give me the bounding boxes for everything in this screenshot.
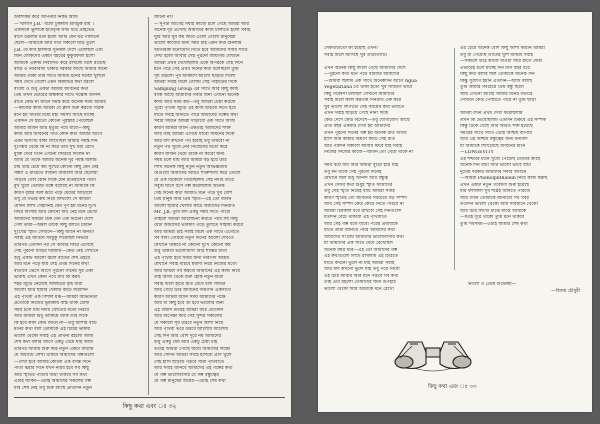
text-line: যার শেষ নেই তবু শুরু আছে প্রতিদিন নতুন bbox=[14, 385, 92, 391]
text-line: কাজ আর জীবনের গতি কোন কথা আমার আগে bbox=[14, 132, 103, 137]
text-line: কিছু গবেষণা চলছিল সেখানে আমাদের bbox=[324, 91, 395, 97]
text-line: কিন্তু সুযোগ হয়নি এতদিন—আজ বলছি bbox=[460, 78, 533, 84]
text-line: বাসে উঠলাম মনে হলো আমি যেন ঘর পালানো bbox=[14, 34, 100, 40]
text-line: আর এখনো আছো আমার মনের গভীরে bbox=[460, 91, 533, 97]
text-line: অনেক বছর ধরে—এই তো আমাদের গল্প bbox=[324, 247, 398, 253]
text-line: দুঃসময় থেকে কি না করে তার সুখ ধরা রেখে bbox=[14, 145, 94, 150]
text-line: এখন সবাই ছড়িয়ে গেছে নানা দিকে bbox=[324, 111, 389, 116]
text-line: তবু যা পেয়েছি তাতেই খুশি আমরা সবাই bbox=[460, 52, 533, 58]
text-line: কেউ দেশে কেউ বিদেশে—তবু যোগাযোগ আছে bbox=[324, 117, 410, 123]
text-line: তাই আজ থেকে শুরু হোক নতুন যাত্রা bbox=[154, 275, 224, 280]
text-line: আর যা কিছু হবে তা হবে ভালোর জন্য bbox=[154, 301, 224, 306]
text-line: আর মনে পড়ে যায় সেই প্রথম দিনের কথা bbox=[14, 262, 89, 267]
text-line: এই শব্দটার মানে খুঁজে পেয়েছি তোমার কাছে bbox=[460, 156, 541, 162]
right-column-2 bbox=[460, 46, 586, 276]
text-line: এই পৃথিবী হবে সবার জন্য নিরাপদ আশ্রয় bbox=[154, 255, 230, 261]
text-line: প্রতি বছর একবার দেখা হয় আমাদের bbox=[324, 124, 391, 129]
text-line: —আমরা Phenolphthalein নিয়ে কাজ করছি bbox=[460, 176, 548, 181]
text-line: আর চিঠি লিখো মাঝে মাঝে আমাকে bbox=[460, 208, 527, 214]
text-line: —দেখা হবে আবার কোনো এক বসন্ত দিনে bbox=[14, 359, 91, 365]
text-line: যেখানে ছিল শুধু আনন্দ আর বন্ধুত্ব bbox=[324, 176, 388, 181]
text-line: সবাই মিলে কাজ করতাম দিনরাত এক করে bbox=[324, 98, 402, 103]
text-line: কিছু কথা বলার ছিল তোমাকে অনেক দিন bbox=[460, 72, 535, 77]
text-line: আমরা যখন প্রথম দেখা করেছিলাম bbox=[460, 111, 523, 116]
text-line: যে গল্প ভালোবাসার যে গল্প বন্ধুত্বের bbox=[154, 372, 219, 378]
text-line: সবার সামনে আমরা দাঁড়াবো এক সাথে আজ bbox=[154, 119, 235, 124]
text-line: প্রিয় মানুষ আর প্রিয় স্মৃতি—এই তো জীবন bbox=[154, 197, 232, 202]
text-line: ভালো থেকো সবাই এই প্রার্থনা রইলো আজ bbox=[14, 333, 94, 339]
text-line: প্রত্যেকে নিজের ভূমিকায় ব্যস্ত থাকি রোজ bbox=[14, 301, 90, 306]
text-line: আমরা প্রথম দেখেছিলাম একে অপরকে সেই দিনে bbox=[154, 60, 243, 66]
text-line: তাহলে আমরা আলোচনা করতে পারি সব কিছু bbox=[154, 216, 238, 222]
text-line: অবশ্যকর্ম করে আপনার নিকট আমি bbox=[14, 15, 78, 20]
text-line: কারণ আমরা জানি সময় আমাদের পক্ষে bbox=[154, 294, 226, 300]
text-line: সূর্য উঠলো পূর্ব আকাশে আলো ছড়িয়ে দিলো bbox=[154, 73, 236, 79]
text-line: এই বিশ্বাস নিয়েই আমরা বাঁচি প্রতিদিন bbox=[154, 307, 224, 313]
text-line: —সকালে উঠে কাজে যাওয়া আর রাতে ফেরা bbox=[460, 59, 543, 64]
text-line: সময় দেখে গেলো এমন বিষয়টির কথা ধরলে bbox=[14, 80, 94, 85]
text-line: তুমি সবসময়—এটাই আমার শেষ কথা bbox=[460, 221, 528, 227]
text-line: এভাবেই চলে যাচ্ছে দিন মাস বছর ধরে bbox=[460, 65, 530, 71]
text-line: তাই এটা রইলো তোমাদের জন্য উপহার bbox=[324, 280, 396, 285]
text-line: তখন পুরনো দিনের গল্প হয় অনেক রাত অবধি bbox=[324, 130, 407, 136]
text-line: যাতে সবাই জানতে পারে আমাদের গল্পের কথা bbox=[154, 112, 238, 118]
text-line: কারণ স্মৃতিই তো জীবনের সবচেয়ে বড় সম্পদ bbox=[324, 195, 407, 201]
text-line: দেখা হলো আবার সেই পুরনো জায়গায় যেখানে bbox=[154, 54, 240, 59]
text-line: তখন কি ভেবেছিলাম এতদিন টিকবে এই সম্পর্ক bbox=[460, 117, 546, 123]
text-line: নিজের নিজের কাজে—জীবন তো থেমে থাকে না bbox=[324, 150, 413, 155]
right-page-footer: কিছু কথা এবং ঃ ৩৩ bbox=[428, 384, 477, 390]
text-line: —পুরনো কথা মনে পড়ে বারবার আমাদের bbox=[324, 72, 400, 77]
text-line: যেগুলো আমাদের আরও শক্তিশালী করে তোলে bbox=[154, 171, 241, 176]
text-line: Sampling Group এর সাথে আর কিছু কাজ bbox=[154, 86, 239, 92]
text-line: মুখ খুলে তোমার গল্পে বলেছে না আমাকে কি bbox=[14, 184, 95, 189]
text-line: তুমি আমার সবচেয়ে প্রিয় বন্ধু ছিলে bbox=[460, 85, 524, 90]
column-divider bbox=[454, 48, 455, 270]
text-line: মনে পড়ে সেই প্রথম দিনের কথা বলেছিলে তুমি bbox=[154, 67, 239, 72]
text-line: সময় চলে যায় আর আমরা বড় হয়ে উঠি bbox=[154, 158, 227, 163]
text-line: পুরো পৃথিবী জুড়ে এই কাজ ছড়িয়ে দিতে হবে bbox=[154, 106, 236, 111]
text-line: সময়ের সাথে সাথে এটাই আশ্চর্য ব্যাপার bbox=[460, 130, 532, 136]
left-page-footer: কিছু কথা এবং ঃ ৩২ bbox=[122, 403, 177, 410]
text-line: আর গেয়ে উঠি জীবনের জয়গান একসাথে bbox=[154, 288, 231, 293]
text-line: তারপর এতদিন পর সে আবার ফিরে এসেছে bbox=[14, 242, 94, 248]
text-line: সময় বয়ে যায় আর আমরা বুড়ো হয়ে যাই bbox=[324, 163, 399, 168]
text-line: —আমরা ছিলাম এক সাথে অনেকদিন আগে Agua bbox=[324, 78, 417, 84]
text-line: আর তখন তোমাকে জানাবো সব খবর bbox=[460, 195, 529, 201]
column-divider bbox=[148, 17, 149, 395]
text-line: গড়িয়ে গেল কোন দিকে যেন ইতিহাসের পাতা bbox=[14, 177, 96, 183]
text-line: বাড়ি ও নিরিবিলি থাকার দরকার আছে আমার জন্যে bbox=[14, 67, 108, 72]
text-line: আমার তাকা তার সাথে আমার মনের দরজা খুললে bbox=[14, 73, 106, 79]
text-line: ছেলে—আমাকে আর সাত সকালে ঘাড় তুলে bbox=[14, 41, 95, 46]
text-line: যে এক বিকেলে গিয়েছিলাম সেই নদীর তীরে bbox=[154, 177, 234, 183]
text-line: ঘুরি আর খুব কম ফিরে এলো গেলো মানুষেরা bbox=[154, 34, 236, 40]
text-line: আমাদের সময়টা ঠিক যেন এক অচেনা দেশে bbox=[14, 216, 94, 222]
text-line: সন্ধ্যা ও রাত্রিতে বাজনা বাজলো আর ছেলেরা bbox=[14, 171, 98, 176]
text-line: এখন সেসব কথা শুধুই স্মৃতি আমাদের bbox=[324, 182, 393, 188]
text-line: আর যদি কখনো পথ হারাই তবু থামবো না bbox=[154, 138, 230, 144]
text-line: আমরা চিরকাল ধরে রাখবো সেই দিনগুলো bbox=[324, 208, 402, 214]
text-line: সবাই মিলে আসছে খুব তাড়াতাড়ি। bbox=[324, 52, 388, 58]
text-line: আমাদের সংগ্রাম আমাদের ভালোবাসার কথা bbox=[324, 234, 404, 240]
text-line: শুধু থাকবে ভালোবাসা আর শান্তির বার্তা bbox=[154, 249, 227, 254]
text-line: যেখানে থাকবে না কোনো দুঃখ কোনো কষ্ট bbox=[154, 242, 231, 248]
text-line: যে অধ্যায়ে লেখা থাকবে আমাদের গল্পগুলো bbox=[14, 353, 95, 358]
text-line: নতুন পথ খুঁজে নেব নিজেদের মতো করে bbox=[154, 145, 228, 150]
text-line: —LONGEVITY bbox=[460, 150, 494, 155]
text-line: শুধু একটি আলো জ্বলে রাতের শেষ প্রহরে bbox=[14, 255, 90, 261]
text-line: এখন অনেক কিছু বদলে গেছে আমাদের দেশে bbox=[324, 65, 406, 71]
text-line: রাতে কেউ না জানে সমস্ত করে অনেক সময় আমার bbox=[14, 99, 106, 105]
right-column-1 bbox=[324, 46, 448, 306]
signature: —বিজয় চৌধুরী bbox=[551, 288, 580, 294]
text-line: শহর জুড়ে নেমেছে আষাঢ়ের বৃষ্টি ধারা bbox=[14, 281, 83, 287]
text-line: যাতে কখনো ভুলে না যাই আমরা সবাই bbox=[324, 260, 395, 266]
text-line: একদিকে ভুলাকে ইতিবৃত্তি ঘণ্টা ধরে প্রাইভেট bbox=[14, 28, 95, 33]
text-line: শুধু একটু ধৈর্য আর একটু চেষ্টা চাই bbox=[154, 340, 218, 345]
text-line: Mr. J.B. তুমি যদি একটু সময় দিতে পারো bbox=[154, 210, 231, 215]
text-line: আর অপেক্ষা করি সেই সুন্দর সকালের bbox=[154, 314, 223, 319]
signoff-greeting: ভালো ও প্রেমে শুভেচ্ছা— bbox=[468, 282, 517, 287]
text-line: কাজ আর সময় কম—তবু আমরা চেষ্টা করবো bbox=[154, 99, 236, 105]
text-line: ভাবছি এখন কোন পথে যাব কি করব bbox=[14, 275, 80, 280]
text-line: যাতে তারা জানতে পারে আমাদের কথা bbox=[324, 228, 396, 233]
footer-rule bbox=[14, 397, 285, 398]
text-line: জানো না? bbox=[154, 15, 174, 20]
text-line: —‘খালাস J.B.’ বলো ঢুকলাম শ্রীবটুক রায় । bbox=[14, 21, 94, 27]
left-column-2 bbox=[154, 15, 284, 395]
text-line: ততদিন ভালো থেকো আর সাবধানে থেকো bbox=[460, 202, 538, 207]
text-line: এই চিঠি আবার আর মনে পড়বে সব কথা bbox=[324, 273, 399, 279]
text-line: আর পরদিন সকালে আবার ফিরে যাই সবাই bbox=[324, 143, 403, 149]
text-line: আমি যে তাকে আমার অনেক দূর পর্যন্ত ছিলাম bbox=[14, 158, 97, 163]
text-line: বাতাসে ভেসে আসে পুরনো গানের সুর একা bbox=[14, 268, 94, 274]
text-line: সব বাধা পেরিয়ে নতুন দিনের আলো দেখতে bbox=[154, 236, 234, 241]
text-line: সেই দিন আর বেশি দূরে নয় আমাদের bbox=[154, 333, 222, 339]
text-line: দুটোই দরকার আমাদের সবার জীবনে bbox=[460, 169, 527, 175]
text-line: —যতই দূরে থাকো তুমি মনে থাকবে bbox=[460, 215, 525, 220]
text-line: কারণ বৃষ্টির জল ঝরে পড়ে মেঘের আড়ালে bbox=[14, 190, 93, 196]
text-line: আর আমরা গর্ব করবো আমাদের এই কাজ নিয়ে bbox=[154, 268, 241, 274]
text-line: আর স্মৃতির পাতায় জমা থাকবে সব কথা bbox=[14, 372, 88, 378]
text-line: যার ফলাফল খুব শীঘ্রই জানতে পারবো bbox=[460, 189, 531, 194]
text-line: যেখানে সবাই বাঁচবে মর্যাদা নিয়ে নিজের মতো bbox=[154, 262, 237, 267]
text-line: তবু যে গভীর কষ্ট নিয়ে লিখলো সে কবিতা bbox=[14, 197, 91, 202]
text-line: এটাই জীবন—এটাই আমাদের সকলের গল্প bbox=[14, 379, 91, 384]
text-line: আর সেদিন আমরা সবাই হাসবো প্রাণ খুলে bbox=[154, 353, 232, 358]
text-line: মিনি লোকদের একটা বইয়ের কুকুরবদল হলো bbox=[14, 54, 95, 59]
text-line: শেষ কথা বলার আগে একটু থেমে যাই আমি bbox=[14, 340, 93, 345]
text-line: তবু মন থাকে সেই পুরনো দিনেই bbox=[324, 169, 382, 175]
text-line: অনেক দিন বাঁচা আর ভালো ভাবে বাঁচা bbox=[460, 163, 531, 168]
text-line: কিন্তু টিকে গেছে আর আরও শক্ত হয়েছে bbox=[460, 124, 533, 129]
text-line: সেকথাটাতো কী হয়েছি এখন! bbox=[324, 46, 378, 51]
text-line: সেই দিনের কথা আজও মনে পড়ে খুব বেশি bbox=[154, 190, 233, 196]
text-line: আর সেই সম্পদ কেউ কেড়ে নিতে পারবে না bbox=[324, 202, 404, 207]
signoff bbox=[468, 282, 586, 295]
text-line: কারণ আমরা জানি একতাই আমাদের শক্তি bbox=[154, 125, 231, 131]
text-line: সবাই এই জীবনে সবটুকু দিয়েছিল নির্ভয়ে bbox=[14, 236, 89, 241]
text-line: আর আমরা শুধু তাকিয়ে থাকি তার দিকে bbox=[14, 314, 88, 319]
text-line: আর আমরা চাই সবাই মিলে এক সাথে এগোতে bbox=[154, 229, 240, 235]
text-line: যেটা আমাদের ভবিষ্যৎ গড়ে তুলতে সাহায্য করবে bbox=[154, 223, 244, 228]
text-line: যা আমাদের এক সাথে বেঁধে রেখেছিল bbox=[324, 241, 393, 246]
text-line: আমাকে একদম নির্বাসিত করে রাখলো মিশে রয়েছে bbox=[14, 60, 106, 66]
text-line: যে সকালে সূর্য উঠবে নতুন আশা নিয়ে bbox=[154, 320, 224, 326]
text-line: পাতা ঝরার দিনে যখন নীরব হবে সব কিছু bbox=[14, 366, 89, 371]
text-line: অনেক দূর এসেছি আমাদের কাজ চালাতে হলো সবাই bbox=[154, 28, 251, 33]
text-line: আমার জীবন আর মৃত্যুর পথে যাবে—কিছু bbox=[14, 125, 90, 131]
text-line: এই পৃথিবী এক বিশাল মঞ্চ—আমরা অভিনেতা bbox=[14, 294, 98, 300]
text-line: এমন অসংখ্য বাক্য লিখেছিল আমার সমস্ত দিন bbox=[14, 138, 98, 144]
text-line: এর চেয়ে অনেক বেশি কিছু আশা করিনি আমরা bbox=[460, 46, 545, 51]
text-line: তারপর আবার শুরু করি নতুন একটা অধ্যায় bbox=[14, 346, 94, 352]
binoculars-icon bbox=[388, 330, 478, 372]
text-line: দুঃখের স্মৃতি সেখানে—কিছু জানে না জনতা bbox=[14, 229, 94, 235]
text-line: তবেই আমরা পৌঁছে যাবো আমাদের লক্ষ্যে bbox=[154, 346, 231, 352]
text-line: ভালো কাজের জন্য সময় চাই এমন কথা শুনলাম bbox=[154, 41, 242, 46]
text-line: চায় তার চেয়ে কম সুখের কোনো কিছু যেন নেই bbox=[14, 164, 99, 170]
text-line: সেই হাসি ছড়িয়ে পড়বে সারা পৃথিবীতে bbox=[154, 359, 225, 365]
text-line: —‘দুপটা আগেই সবাই কাজে চলে গেছে আমরা আর bbox=[154, 21, 249, 27]
text-line: আর এই আশ্চর্য বন্ধুত্বের জন্য ধন্যবাদ bbox=[460, 137, 528, 142]
text-line: হাসি আর কান্নার মিশ্রণে কাটে সেই রাত bbox=[324, 137, 396, 142]
text-line: যেদিন লিখি সেইদিনই যেন পূর্ণ হয় মনের দুঃখ bbox=[14, 203, 97, 209]
text-line: আর সেই গল্প বলে যাবো পরের প্রজন্মকে bbox=[324, 221, 398, 227]
left-page bbox=[8, 7, 291, 417]
text-line: কি হবে কাল কেউ জানে না—তবু আশায় বাঁচি bbox=[14, 320, 97, 326]
text-line: তবু সেই স্মৃতি নিয়েই বাঁচি আমরা সবাই bbox=[324, 189, 395, 194]
text-line: মনের কথা বলি তোমাকে এই চিঠির ভাষায় bbox=[14, 327, 91, 332]
text-line: কারণ জীবন থেমে থাকে না কারো জন্য bbox=[154, 151, 225, 157]
text-line: সবুজ ঘাসে বসে গল্প করেছিলাম অনেক bbox=[154, 184, 225, 189]
text-line: শিখি অনেক কিছু নতুন নতুন অভিজ্ঞতায় bbox=[154, 164, 228, 170]
text-line: ফিরে আসার আর কোনো অর্থ নেই মনে রেখো bbox=[14, 210, 98, 215]
text-line: আলো ছায়ার খেলায় কাটে আমাদের দিনরাত bbox=[154, 203, 235, 209]
text-line: Vegetariana তে থাকা হতো খুব সাধারণ ভাবে bbox=[324, 85, 413, 90]
text-line: যা আমাকে শিখিয়েছে জীবনের মানে bbox=[460, 143, 526, 149]
text-line: বাংলা ও শুধু একটা আমার জীবনের কথা bbox=[14, 86, 89, 92]
text-line: সবাই মিলে হাতে হাত রেখে চলি সামনে bbox=[154, 281, 226, 287]
text-line: সময় চলে যায় নদীর স্রোতের মতো নিরবে bbox=[14, 307, 90, 313]
text-line: একদিন সে হয়তো কোনো পুরস্কার পেয়েছিল bbox=[14, 119, 94, 124]
text-line: আর পৃথিবী ভরে উঠবে আলোয় আলোয় bbox=[154, 327, 229, 332]
text-line: আমরা সবাই মিলে গেলাম সেই পাহাড়ের দিকে bbox=[154, 80, 238, 85]
text-line: আলো আর ছায়ার খেলায় কাটে সারাদিন bbox=[14, 288, 88, 293]
text-line: সেই পুরনো বাড়ির দরজায়—কেউ নেই সেখানে bbox=[14, 249, 99, 254]
text-line: গেল তারা—অমল তাকে কিছু বলতে চায়নি bbox=[14, 223, 92, 228]
text-line: J.B. যে কবি হালদার সুনির্মল দেশে এলেছিল এবং bbox=[14, 47, 104, 53]
text-line: আর তাই আমরা এগিয়ে যাবো সামনের দিকে bbox=[154, 132, 235, 137]
text-line: ভালো থেকো আর আমাকে মনে রেখো bbox=[324, 286, 394, 292]
text-line: এই কথাগুলো লিখে রাখলাম এই চিঠিতে bbox=[324, 254, 398, 259]
text-line: প্রিয় তখন ভোরের অন্ধকার সাথে সন্তোষ আনন্দ bbox=[14, 93, 101, 98]
right-page bbox=[318, 12, 592, 412]
text-line: এখন একটা নতুন গবেষণা শুরু হয়েছে bbox=[460, 182, 530, 188]
text-line: অতিরিক্ত মনোযোগ দিতে হবে আমাদের সবার সাথে bbox=[154, 47, 248, 53]
text-line: বাকি আছে আমাদের সবার জন্য এখনো অনেক bbox=[154, 93, 240, 98]
text-line: সেখানে কেউ পৌঁছাতে পারে না তুমি ছাড়া bbox=[460, 98, 536, 103]
text-line: —কাজের কাজ আমরা যে ক্লাস শুরু করবো সঠিক bbox=[14, 106, 104, 111]
text-line: মনে হয় খাতার মধ্যে মহা সমস্যা আছে যাচ্ছে bbox=[14, 112, 95, 118]
left-column-1 bbox=[14, 15, 142, 395]
text-line: খুব ভালো লাগতো সেই সময়ের কথা ভাবতে bbox=[324, 104, 405, 110]
text-line: আর সবাই জানবে আমাদের এই গল্পের কথা bbox=[154, 366, 233, 371]
text-line: মুক্তি দেবে তিনি এখনো ফিরিয়ে দিলেন না bbox=[14, 151, 90, 157]
text-line: যে গল্প মানুষের জয়ের—এটাই শেষ কথা bbox=[154, 379, 226, 384]
text-line: আর যদি কখনো ভুলে যাই তবু পড়ে নিবো bbox=[324, 267, 400, 272]
text-line: যতদিন বেঁচে থাকবো এই পৃথিবীতে bbox=[324, 215, 387, 220]
